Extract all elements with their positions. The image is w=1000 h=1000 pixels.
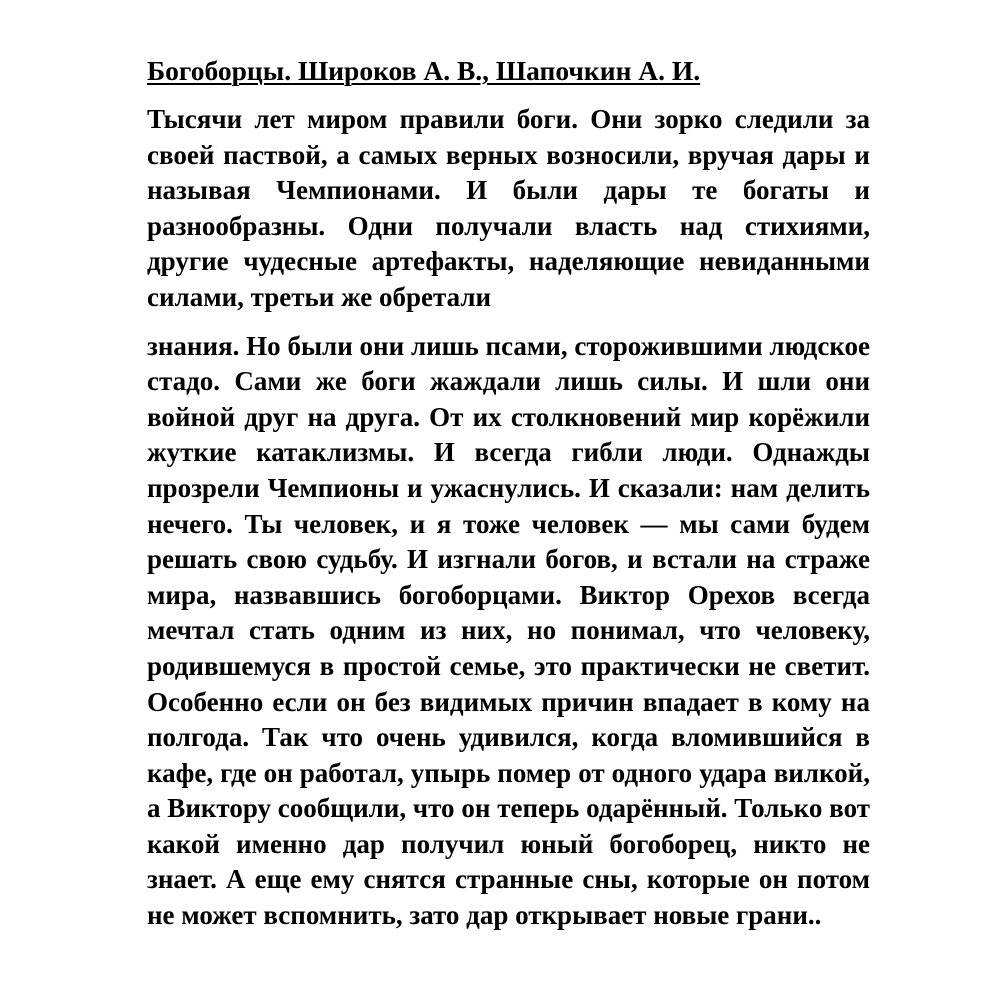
paragraph-1: Тысячи лет миром правили боги. Они зорко следили за своей паствой, а самых верных возносили, вручая дары и называя Чемпионами. И были дары те богаты и разнообразны. Одни получали власть над стихиями, другие чудесные артефакты, наделяющие невиданными силами, третьи же обретали [147,104,870,312]
paragraph-2: знания. Но были они лишь псами, сторожившими людское стадо. Сами же боги жаждали лишь силы. И шли они войной друг на друга. От их столкновений мир корёжили жуткие катаклизмы. И всегда гибли люди. Однажды прозрели Чемпионы и ужаснулись. И сказали: нам делить нечего. Ты человек, и я тоже человек — мы сами будем решать свою судьбу. И изгнали богов, и встали на страже мира, назвавшись богоборцами. Виктор Орехов всегда мечтал стать одним из них, но понимал, что человеку, родившемуся в простой семье, это практически не светит. Особенно если он без видимых причин впадает в кому на полгода. Так что очень удивился, когда вломившийся в кафе, где он работал, упырь помер от одного удара вилкой, а Виктору сообщили, что он теперь одарённый. Только вот какой именно дар получил юный богоборец, никто не знает. А еще ему снятся странные сны, которые он потом не может вспомнить, зато дар открывает новые грани.. [147,330,870,931]
document-title: Богоборцы. Широков А. В., Шапочкин А. И. [147,55,701,86]
document-page [147,54,870,934]
